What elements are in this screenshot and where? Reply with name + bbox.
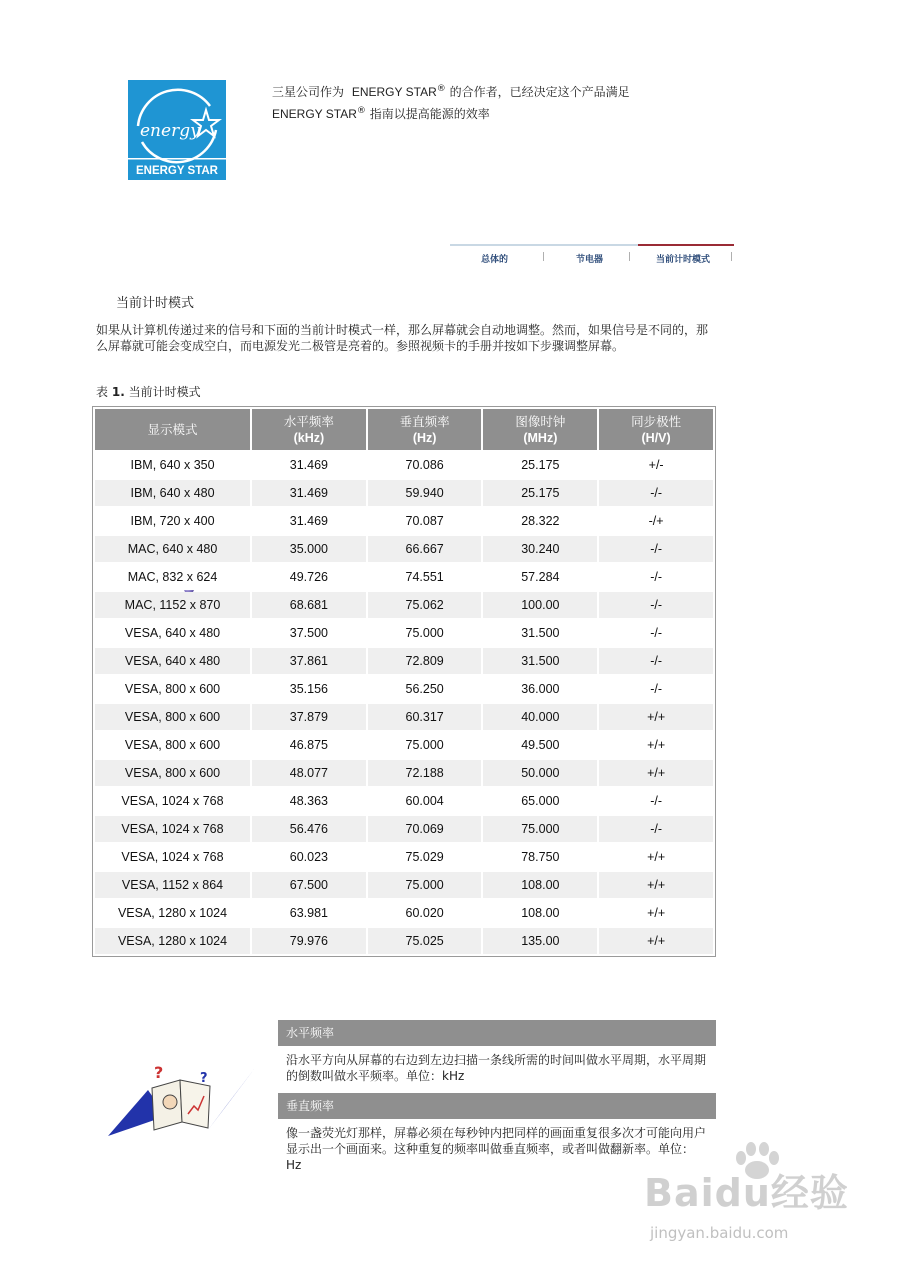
energy-star-logo [128,80,226,180]
cell-mode: VESA, 640 x 480 [95,648,250,674]
book-illustration [108,1060,260,1140]
table-row [95,676,713,702]
cell-vfreq: 75.062 [368,592,482,618]
tab-separator: | [730,252,734,262]
cell-vfreq: 59.940 [368,480,482,506]
cell-hfreq: 79.976 [252,928,366,954]
cell-vfreq: 70.087 [368,508,482,534]
cell-vfreq: 74.551 [368,564,482,590]
table-header-row [95,409,713,450]
intro-line-1: 三星公司作为 ENERGY STAR® 的合作者，已经决定这个产品满足 [272,84,630,99]
table-row [95,480,713,506]
cell-vfreq: 72.188 [368,760,482,786]
table-row [95,564,713,590]
cell-clock: 25.175 [483,480,597,506]
cell-hfreq: 48.363 [252,788,366,814]
cell-mode: MAC, 832 x 624 [95,564,250,590]
logo-script-word: energy [140,121,200,141]
cell-mode: MAC, 640 x 480 [95,536,250,562]
section-title-text: 当前计时模式 [116,296,195,311]
table-row [95,900,713,926]
cell-clock: 108.00 [483,900,597,926]
tab-topline-active [638,244,734,246]
table-row [95,732,713,758]
cell-clock: 78.750 [483,844,597,870]
cell-hfreq: 67.500 [252,872,366,898]
cell-mode: VESA, 800 x 600 [95,760,250,786]
cell-hfreq: 60.023 [252,844,366,870]
cell-vfreq: 60.317 [368,704,482,730]
cell-clock: 49.500 [483,732,597,758]
cell-vfreq: 56.250 [368,676,482,702]
cell-vfreq: 75.000 [368,872,482,898]
cell-mode: IBM, 640 x 350 [95,452,250,478]
cell-vfreq: 70.069 [368,816,482,842]
cell-hfreq: 37.861 [252,648,366,674]
table-row [95,620,713,646]
cell-sync: -/- [599,536,713,562]
cell-clock: 40.000 [483,704,597,730]
tab-separator: | [628,252,632,262]
table-caption: 表 1. 当前计时模式 [96,385,201,399]
cell-sync: -/- [599,788,713,814]
cell-hfreq: 37.500 [252,620,366,646]
cell-mode: VESA, 1024 x 768 [95,816,250,842]
timing-modes-table [92,406,716,957]
cell-clock: 36.000 [483,676,597,702]
table-row [95,648,713,674]
section-paragraph: 如果从计算机传递过来的信号和下面的当前计时模式一样，那么屏幕就会自动地调整。然而，如果信号是不同的，那么屏幕就可能会变成空白，而电源发光二极管是亮着的。参照视频卡的手册并按如下步骤调整屏幕。 [96,323,709,353]
question-mark-icon: ? [154,1063,164,1082]
cell-mode: IBM, 640 x 480 [95,480,250,506]
tab-navigation [450,244,734,266]
definition-horizontal [278,1020,716,1084]
cell-sync: +/+ [599,900,713,926]
cell-sync: +/+ [599,760,713,786]
cell-mode: IBM, 720 x 400 [95,508,250,534]
cell-sync: -/- [599,648,713,674]
table-row [95,704,713,730]
cell-clock: 30.240 [483,536,597,562]
header-pixel-clock: 图像时钟 (MHz) [483,409,597,450]
definition-vertical-title: 垂直频率 [278,1093,716,1119]
cell-sync: +/+ [599,872,713,898]
cell-mode: VESA, 1024 x 768 [95,788,250,814]
header-horizontal-frequency: 水平频率 (kHz) [252,409,366,450]
cell-vfreq: 60.004 [368,788,482,814]
cell-clock: 28.322 [483,508,597,534]
cell-clock: 50.000 [483,760,597,786]
cell-sync: +/+ [599,844,713,870]
cell-mode: VESA, 800 x 600 [95,676,250,702]
cell-sync: +/+ [599,928,713,954]
cell-sync: -/- [599,620,713,646]
table-row [95,508,713,534]
cell-hfreq: 68.681 [252,592,366,618]
cell-clock: 75.000 [483,816,597,842]
cell-clock: 135.00 [483,928,597,954]
cell-sync: +/- [599,452,713,478]
cell-vfreq: 72.809 [368,648,482,674]
tab-power-saver[interactable]: 节电器 [576,255,604,265]
cell-vfreq: 75.000 [368,732,482,758]
cell-vfreq: 75.029 [368,844,482,870]
table-row [95,760,713,786]
cell-vfreq: 60.020 [368,900,482,926]
cell-vfreq: 66.667 [368,536,482,562]
cell-clock: 108.00 [483,872,597,898]
table-row [95,536,713,562]
table-row [95,816,713,842]
cell-hfreq: 46.875 [252,732,366,758]
tab-separator: | [542,252,546,262]
intro-line-2: ENERGY STAR® 指南以提高能源的效率 [272,106,490,121]
table-row [95,928,713,954]
cell-mode: MAC, 1152 x 870 [95,592,250,618]
table-row [95,844,713,870]
cell-hfreq: 35.000 [252,536,366,562]
header-display-mode: 显示模式 [95,409,250,450]
definition-horizontal-title: 水平频率 [278,1020,716,1046]
definition-horizontal-text: 沿水平方向从屏幕的右边到左边扫描一条线所需的时间叫做水平周期，水平周期的倒数叫做水平频率。单位：kHz [286,1053,707,1083]
cell-sync: -/- [599,592,713,618]
cell-mode: VESA, 1024 x 768 [95,844,250,870]
cell-mode: VESA, 640 x 480 [95,620,250,646]
header-sync-polarity: 同步极性 (H/V) [599,409,713,450]
watermark-url: jingyan.baidu.com [650,1224,789,1242]
cell-vfreq: 75.025 [368,928,482,954]
tab-timing-modes[interactable]: 当前计时模式 [656,255,711,265]
cell-hfreq: 31.469 [252,480,366,506]
cell-hfreq: 63.981 [252,900,366,926]
cell-clock: 25.175 [483,452,597,478]
cell-sync: -/+ [599,508,713,534]
cell-clock: 31.500 [483,648,597,674]
cell-sync: +/+ [599,704,713,730]
table-row [95,452,713,478]
cell-mode: VESA, 800 x 600 [95,704,250,730]
table-row [95,788,713,814]
cell-mode: VESA, 1280 x 1024 [95,900,250,926]
cell-vfreq: 70.086 [368,452,482,478]
table-row [95,592,713,618]
cell-mode: VESA, 1152 x 864 [95,872,250,898]
cell-vfreq: 75.000 [368,620,482,646]
cell-hfreq: 37.879 [252,704,366,730]
cell-mode: VESA, 800 x 600 [95,732,250,758]
definition-vertical-text: 像一盏荧光灯那样，屏幕必须在每秒钟内把同样的画面重复很多次才可能向用户显示出一个画面来。这种重复的频率叫做垂直频率，或者叫做翻新率。单位：Hz [286,1126,707,1172]
cell-hfreq: 35.156 [252,676,366,702]
intro-text [272,80,630,124]
cell-hfreq: 31.469 [252,508,366,534]
cell-hfreq: 56.476 [252,816,366,842]
question-mark-icon: ? [200,1071,208,1086]
table-row [95,872,713,898]
cell-sync: -/- [599,480,713,506]
cell-sync: +/+ [599,732,713,758]
tab-topline [450,244,638,246]
cell-clock: 31.500 [483,620,597,646]
cell-clock: 100.00 [483,592,597,618]
cell-hfreq: 31.469 [252,452,366,478]
cell-sync: -/- [599,676,713,702]
cell-mode: VESA, 1280 x 1024 [95,928,250,954]
cell-sync: -/- [599,816,713,842]
cell-sync: -/- [599,564,713,590]
watermark-brand: Baidu经验 [644,1171,849,1215]
cell-hfreq: 49.726 [252,564,366,590]
cell-clock: 57.284 [483,564,597,590]
header-vertical-frequency: 垂直频率 (Hz) [368,409,482,450]
logo-text: ENERGY STAR [135,165,219,177]
cell-clock: 65.000 [483,788,597,814]
tab-general[interactable]: 总体的 [481,255,509,265]
cell-hfreq: 48.077 [252,760,366,786]
baidu-watermark [640,1140,860,1250]
